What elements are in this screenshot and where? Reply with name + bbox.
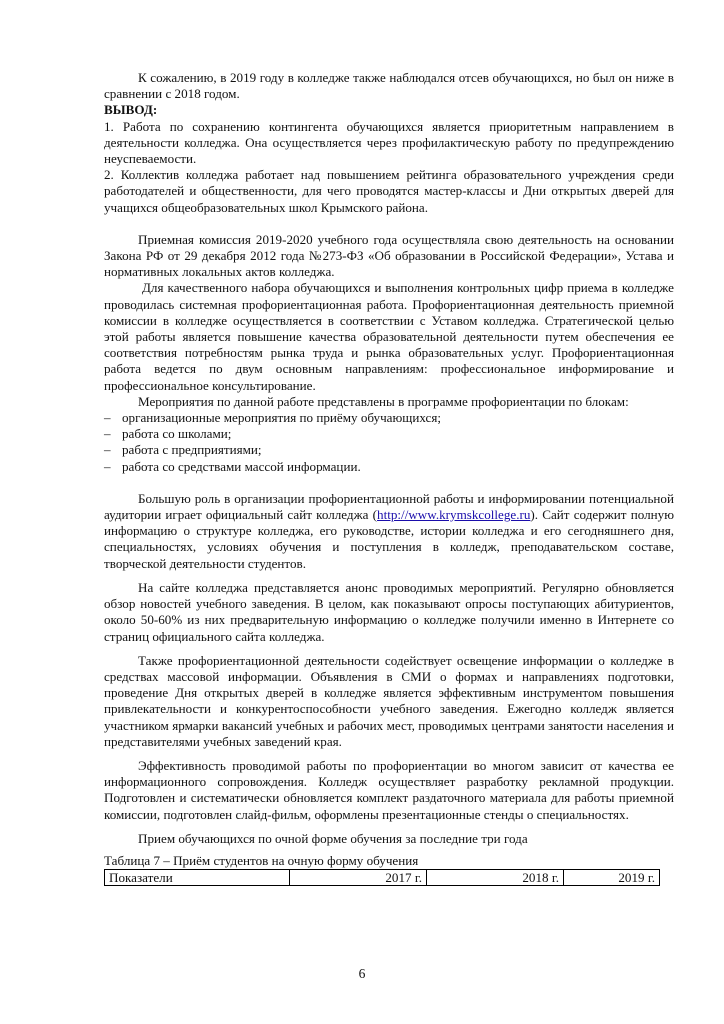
website-news-paragraph: На сайте колледжа представляется анонс проводимых мероприятий. Регулярно обновляется обзор новостей учебного заведения. В целом, как показывают опросы поступающих абитуриентов, около 50-60% из них предварительную информацию о колледже получили именно в Интернете со страниц официального сайта колледжа. [104,579,674,644]
list-item: – работа со школами; [104,426,232,442]
table-header-cell: 2017 г. [290,870,427,886]
list-item: – работа с предприятиями; [104,442,262,458]
conclusion-item-2: 2. Коллектив колледжа работает над повышением рейтинга образовательного учреждения среди работодателей и общественности, для чего проводятся мастер-классы и Дни открытых дверей для учащихся общеобразовательных школ Крымского района. [104,167,674,215]
admission-stats-intro: Прием обучающихся по очной форме обучения за последние три года [138,830,528,846]
table-row [105,870,660,886]
program-blocks-list [104,410,674,475]
website-paragraph: Большую роль в организации профориентационной работы и информировании потенциальной аудитории играет официальный сайт колледжа (http://www.krymskcollege.ru). Сайт содержит полную информацию о структуре колледжа, его руководстве, истории колледжа и его сегодняшнего дня, специальностях, условиях обучения и поступления в колледж, преподавательском составе, творческой деятельности студентов. [104,490,674,571]
table-header-cell: 2019 г. [564,870,660,886]
admission-table [104,869,660,886]
table-header-cell: 2018 г. [427,870,564,886]
conclusion-item-1: 1. Работа по сохранению контингента обучающихся является приоритетным направлением в деятельности колледжа. Она осуществляется через профилактическую работу по предупреждению неуспеваемости. [104,118,674,167]
info-support-paragraph: Эффективность проводимой работы по профориентации во многом зависит от качества ее информационного сопровождения. Колледж осуществляет разработку рекламной продукции. Подготовлен и систематически обновляется комплект раздаточного материала для работы приемной комиссии, подготовлен слайд-фильм, оформлены презентационные стенды о специальностях. [104,757,674,822]
list-item: – организационные мероприятия по приёму обучающихся; [104,410,442,426]
document-page [104,70,674,886]
list-item: – работа со средствами массой информации. [104,458,361,474]
career-guidance-paragraph: Для качественного набора обучающихся и выполнения контрольных цифр приема в колледже проводилась системная профориентационная работа. Профориентационная деятельность приемной комиссии в колледже осуществляется в соответствии с Уставом колледжа. Стратегической целью этой работы является повышение качества образовательной деятельности путем обеспечения ее соответствия потребностям рынка труда и рынка образовательных услуг. Профориентационная работа ведется по двум основным направлениям: профессиональное информирование и профессиональное консультирование. [104,280,674,393]
table-header-cell: Показатели [105,870,290,886]
conclusion-heading: ВЫВОД: [104,102,158,118]
page-number: 6 [358,966,366,981]
media-paragraph: Также профориентационной деятельности содействует освещение информации о колледже в средствах массовой информации. Объявления в СМИ о формах и направлениях подготовки, проведение Дня открытых дверей в колледже является эффективным инструментом повышения привлекательности и конкурентоспособности учебного заведения. Ежегодно колледж является участником ярмарки вакансий учебных и рабочих мест, проводимых центрами занятости населения и представителями учебных заведений края. [104,652,674,749]
program-blocks-paragraph: Мероприятия по данной работе представлены в программе профориентации по блокам: [138,393,629,409]
intro-paragraph: К сожалению, в 2019 году в колледже также наблюдался отсев обучающихся, но был он ниже в сравнении с 2018 годом. [104,70,674,102]
admission-commission-paragraph: Приемная комиссия 2019-2020 учебного года осуществляла свою деятельность на основании Закона РФ от 29 декабря 2012 года №273-ФЗ «Об образовании в Российской Федерации», Устава и нормативных локальных актов колледжа. [104,231,674,280]
college-site-link[interactable]: http://www.krymskcollege.ru [377,507,531,523]
table-caption: Таблица 7 – Приём студентов на очную форму обучения [104,852,419,868]
